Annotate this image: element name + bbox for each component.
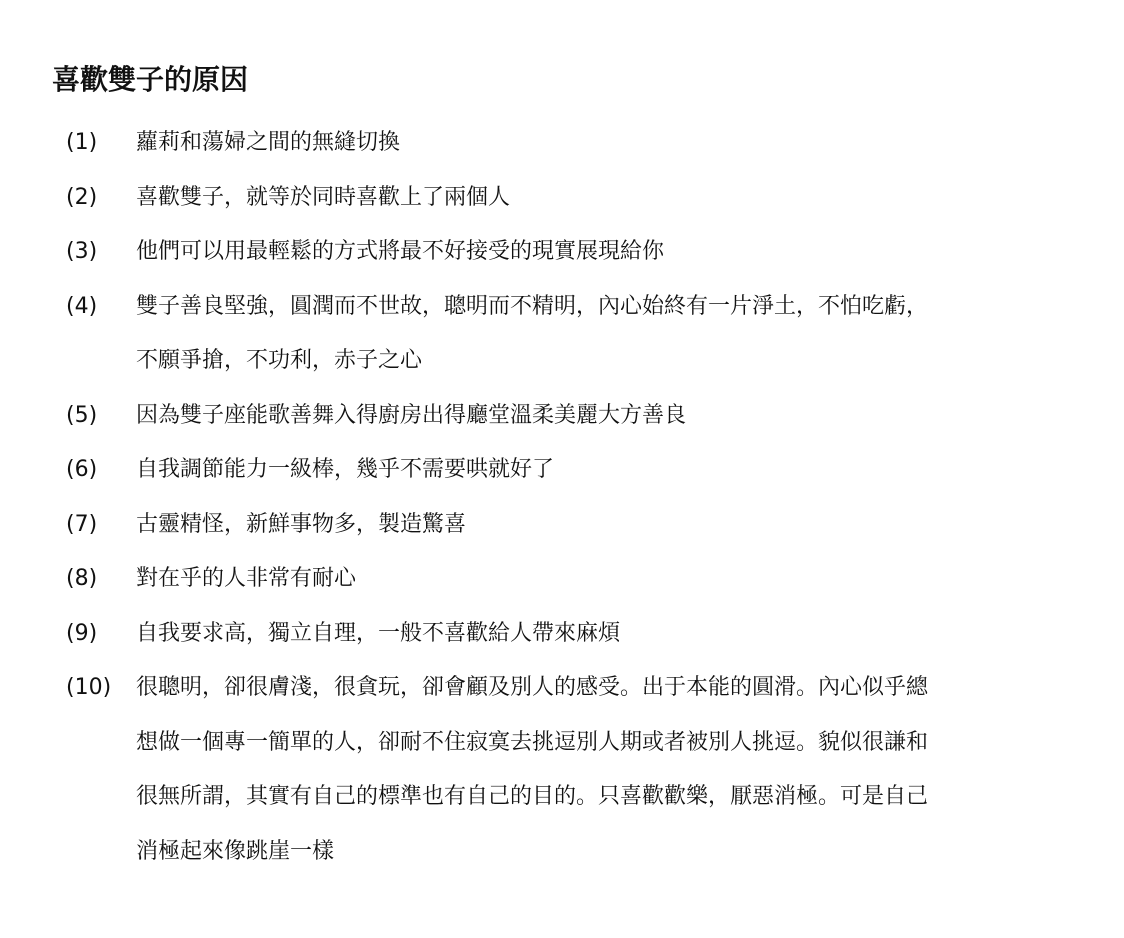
item-text-line: 很無所謂，其實有自己的標準也有自己的目的。只喜歡歡樂，厭惡消極。可是自己 bbox=[136, 784, 929, 809]
item-text-line: 不願爭搶，不功利，赤子之心 bbox=[136, 348, 423, 373]
item-text-line: 蘿莉和蕩婦之間的無縫切換 bbox=[136, 130, 401, 155]
item-text-line: 想做一個專一簡單的人，卻耐不住寂寞去挑逗別人期或者被別人挑逗。貌似很謙和 bbox=[136, 729, 929, 755]
item-text-line: 古靈精怪，新鮮事物多，製造驚喜 bbox=[136, 511, 467, 537]
item-text-line: 很聰明，卻很膚淺，很貪玩，卻會顧及別人的感受。出于本能的圓滑。內心似乎總 bbox=[136, 675, 929, 700]
list-item bbox=[0, 171, 1124, 226]
item-text bbox=[136, 552, 1036, 607]
item-text bbox=[136, 607, 1036, 662]
list-item bbox=[0, 443, 1124, 498]
item-text-line: 自我調節能力一級棒，幾乎不需要哄就好了 bbox=[136, 457, 555, 482]
item-number: (9) bbox=[66, 620, 98, 646]
item-text-line: 因為雙子座能歌善舞入得廚房出得廳堂溫柔美麗大方善良 bbox=[136, 402, 687, 428]
list-item bbox=[0, 225, 1124, 280]
item-text bbox=[136, 389, 1036, 444]
item-text-line: 對在乎的人非常有耐心 bbox=[136, 566, 357, 591]
page-title: 喜歡雙子的原因 bbox=[52, 63, 249, 96]
item-text bbox=[136, 280, 1036, 389]
list-item bbox=[0, 552, 1124, 607]
item-text bbox=[136, 443, 1036, 498]
item-text bbox=[136, 171, 1036, 226]
item-number: (6) bbox=[66, 457, 98, 482]
item-number: (3) bbox=[66, 239, 98, 264]
list-item bbox=[0, 280, 1124, 389]
item-number: (7) bbox=[66, 511, 98, 537]
item-number: (5) bbox=[66, 402, 98, 428]
item-text-line: 雙子善良堅強，圓潤而不世故，聰明而不精明，內心始終有一片淨土，不怕吃虧， bbox=[136, 293, 929, 319]
item-text bbox=[136, 661, 1036, 879]
item-text-line: 他們可以用最輕鬆的方式將最不好接受的現實展現給你 bbox=[136, 239, 665, 264]
list-item bbox=[0, 116, 1124, 171]
reasons-list bbox=[0, 116, 1124, 879]
item-text-line: 喜歡雙子，就等於同時喜歡上了兩個人 bbox=[136, 184, 511, 210]
item-number: (4) bbox=[66, 293, 98, 319]
item-text bbox=[136, 225, 1036, 280]
list-item bbox=[0, 607, 1124, 662]
list-item bbox=[0, 389, 1124, 444]
list-item bbox=[0, 661, 1124, 879]
item-number: (1) bbox=[66, 130, 98, 155]
item-text bbox=[136, 116, 1036, 171]
list-item bbox=[0, 498, 1124, 553]
item-number: (8) bbox=[66, 566, 98, 591]
item-text bbox=[136, 498, 1036, 553]
item-number: (10) bbox=[66, 675, 112, 700]
item-number: (2) bbox=[66, 184, 98, 210]
item-text-line: 消極起來像跳崖一樣 bbox=[136, 838, 335, 864]
item-text-line: 自我要求高，獨立自理，一般不喜歡給人帶來麻煩 bbox=[136, 620, 621, 646]
